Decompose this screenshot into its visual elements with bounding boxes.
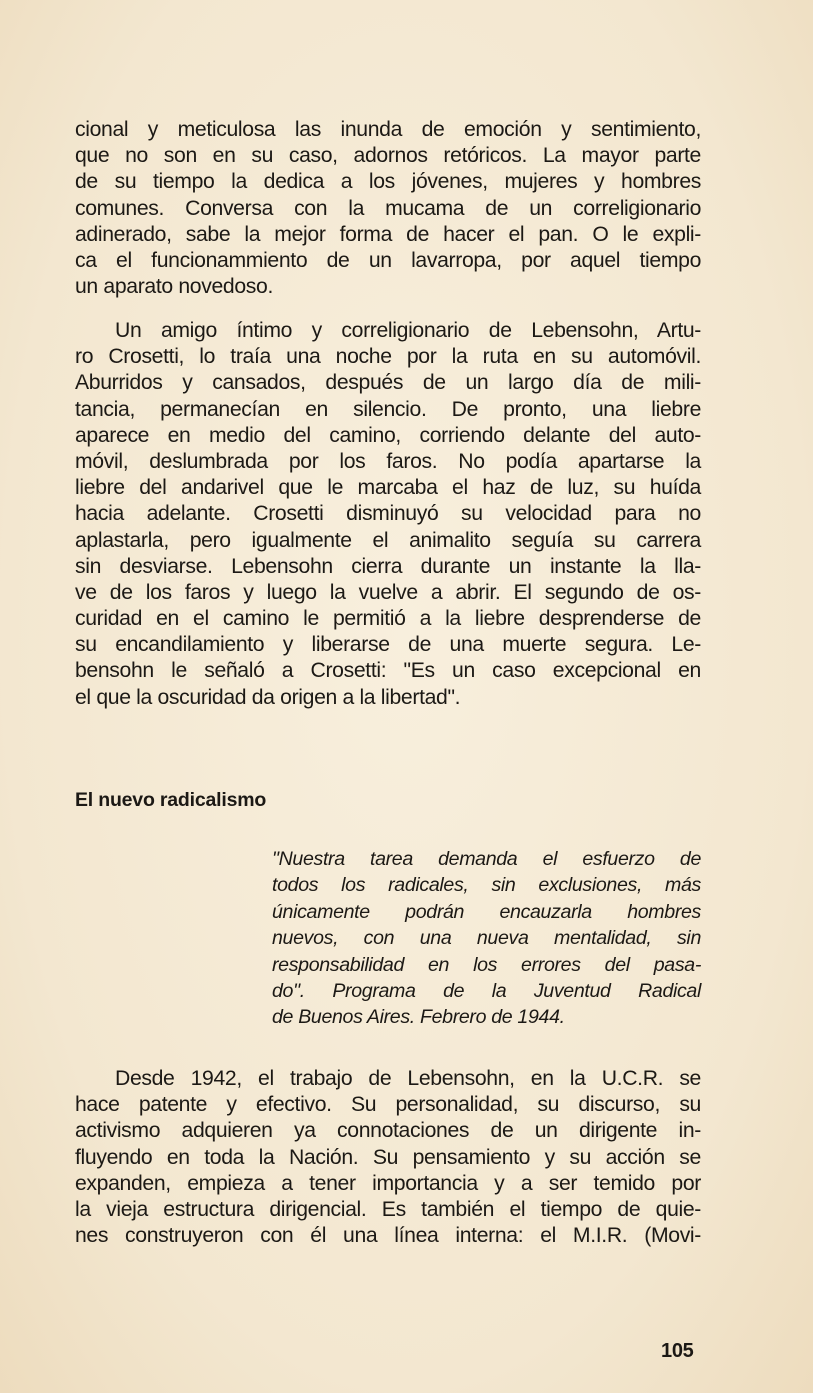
quote-line: todos los radicales, sin exclusiones, más xyxy=(272,874,701,897)
text-line: sin desviarse. Lebensohn cierra durante un instante la lla- xyxy=(75,554,701,578)
text-line: aplastarla, pero igualmente el animalito seguía su carrera xyxy=(75,528,701,552)
page-number: 105 xyxy=(661,1340,694,1362)
text-line: expanden, empieza a tener importancia y a ser temido por xyxy=(75,1171,701,1195)
text-line: de su tiempo la dedica a los jóvenes, mujeres y hombres xyxy=(75,170,701,194)
text-line: comunes. Conversa con la mucama de un correligionario xyxy=(75,196,701,220)
section-heading: El nuevo radicalismo xyxy=(75,789,267,811)
text-line: ve de los faros y luego la vuelve a abrir. El segundo de os- xyxy=(75,580,701,604)
quote-line: únicamente podrán encauzarla hombres xyxy=(272,900,701,923)
epigraph-quote xyxy=(272,846,701,1031)
text-line: su encandilamiento y liberarse de una muerte segura. Le- xyxy=(75,633,701,657)
text-line: fluyendo en toda la Nación. Su pensamiento y su acción se xyxy=(75,1145,701,1169)
quote-line: nuevos, con una nueva mentalidad, sin xyxy=(272,927,701,950)
text-line: activismo adquieren ya connotaciones de un dirigente in- xyxy=(75,1119,701,1143)
text-line: liebre del andarivel que le marcaba el haz de luz, su huída xyxy=(75,476,701,500)
text-line: cional y meticulosa las inunda de emoción y sentimiento, xyxy=(75,118,701,141)
text-line: un aparato novedoso. xyxy=(75,275,273,299)
text-line: hace patente y efectivo. Su personalidad, su discurso, su xyxy=(75,1093,701,1117)
paragraph-body xyxy=(75,1066,701,1249)
text-line: que no son en su caso, adornos retóricos. La mayor parte xyxy=(75,144,701,168)
text-line: curidad en el camino le permitió a la liebre desprenderse de xyxy=(75,607,701,631)
text-line: ca el funcionammiento de un lavarropa, por aquel tiempo xyxy=(75,248,701,272)
text-line: tancia, permanecían en silencio. De pronto, una liebre xyxy=(75,397,701,421)
text-line: adinerado, sabe la mejor forma de hacer el pan. O le expli- xyxy=(75,222,701,246)
text-line: Desde 1942, el trabajo de Lebensohn, en la U.C.R. se xyxy=(115,1067,701,1090)
quote-line: do". Programa de la Juventud Radical xyxy=(272,979,701,1002)
text-line: el que la oscuridad da origen a la libertad". xyxy=(75,685,461,709)
text-line: móvil, deslumbrada por los faros. No podía apartarse la xyxy=(75,449,701,473)
text-line: Aburridos y cansados, después de un largo día de mili- xyxy=(75,371,701,395)
quote-line: responsabilidad en los errores del pasa- xyxy=(272,953,701,976)
text-line: bensohn le señaló a Crosetti: "Es un caso excepcional en xyxy=(75,659,701,683)
quote-line: "Nuestra tarea demanda el esfuerzo de xyxy=(272,848,701,870)
text-line: la vieja estructura dirigencial. Es también el tiempo de quie- xyxy=(75,1197,701,1221)
text-line: Un amigo íntimo y correligionario de Lebensohn, Artu- xyxy=(115,319,701,342)
paragraph-anecdote xyxy=(75,318,701,711)
text-line: aparece en medio del camino, corriendo delante del auto- xyxy=(75,423,701,447)
quote-line: de Buenos Aires. Febrero de 1944. xyxy=(272,1006,565,1029)
paragraph-continuation xyxy=(75,117,701,300)
text-line: nes construyeron con él una línea interna: el M.I.R. (Movi- xyxy=(75,1224,701,1248)
text-line: hacia adelante. Crosetti disminuyó su velocidad para no xyxy=(75,502,701,526)
text-line: ro Crosetti, lo traía una noche por la ruta en su automóvil. xyxy=(75,345,701,369)
